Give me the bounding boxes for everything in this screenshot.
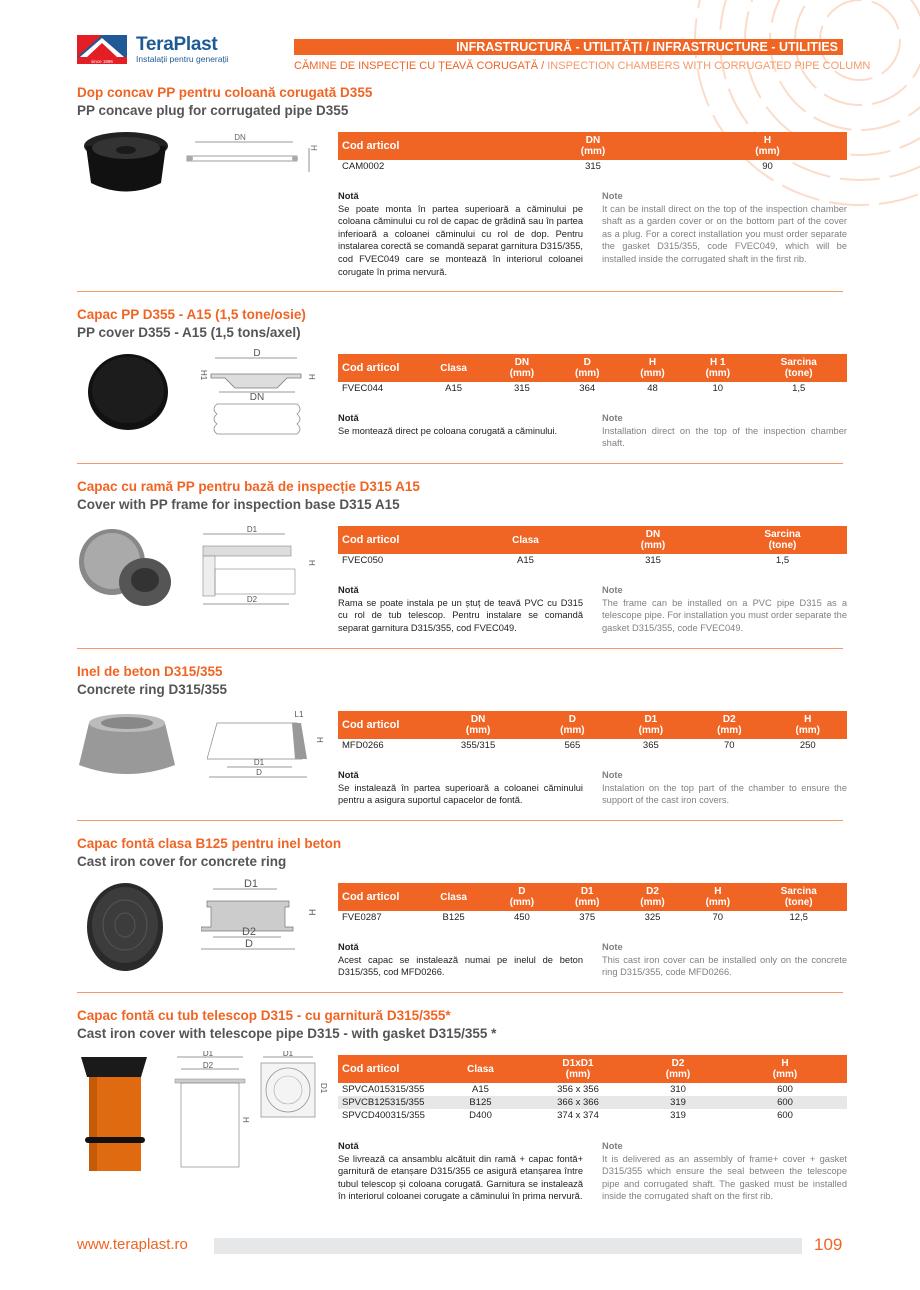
col-header: Sarcina (tone) [750,354,847,382]
table-row: MFD0266 355/315 565 365 70 250 [342,740,816,751]
col-header: H (mm) [769,711,847,739]
section-title-ro: Capac fontă clasa B125 pentru inel beton [77,836,342,851]
notes [338,941,847,979]
section-title-en: Cover with PP frame for inspection base D315 A15 [77,497,400,512]
concave-plug-photo [81,128,171,198]
col-header: H (mm) [620,354,685,382]
note-ro: Notă Acest capac se instalează numai pe inelul de beton D315/355, cod MFD0266. [338,942,583,978]
cover-with-frame-diagram [197,524,327,609]
category-banner: INFRASTRUCTURĂ - UTILITĂȚI / INFRASTRUCTURE - UTILITIES [294,39,843,55]
col-header: Cod articol [338,883,418,911]
col-header: D (mm) [533,711,611,739]
notes [338,412,847,450]
section-title-en: PP concave plug for corrugated pipe D355 [77,103,349,118]
svg-text:D1: D1 [282,1051,294,1058]
note-ro: Notă Se poate monta în partea superioară a căminului pe coloana căminului cu rol de capac de grădină sau în partea inferioară a coloanei căminului cu rol de dop. Pentru instalarea corectă se comandă separat garnitura D315/355, cod FVEC049 care se montează în interiorul coloanei corugate în prima nervură. [338,191,583,277]
section-title-ro: Dop concav PP pentru coloană corugată D355 [77,85,373,100]
col-header: DN (mm) [489,354,554,382]
col-header: DN (mm) [498,132,688,160]
col-header: D1 (mm) [612,711,690,739]
notes [338,769,847,807]
footer-website-link[interactable]: www.teraplast.ro [77,1236,188,1253]
svg-text:H: H [241,1117,250,1123]
notes [338,190,847,278]
brand-name: TeraPlast [136,34,218,55]
concave-plug-diagram [185,132,325,172]
page-number: 109 [814,1235,843,1254]
brand-tagline: Instalații pentru generații [136,54,229,64]
col-header: D2 (mm) [620,883,685,911]
product-spec-table [338,711,847,752]
col-header: Sarcina (tone) [750,883,847,911]
table-row: FVEC050 A15 315 1,5 [342,555,790,566]
product-section-telescope-cover [77,1007,847,1222]
product-section-concave-plug [77,84,847,284]
note-ro: Notă Se montează direct pe coloana corugată a căminului. [338,413,558,436]
svg-text:H: H [309,145,318,151]
product-spec-table [338,354,847,395]
col-header: DN (mm) [423,711,533,739]
col-header: Cod articol [338,354,418,382]
subcategory-ro: CĂMINE DE INSPECȚIE CU ȚEAVĂ CORUGATĂ / [294,60,548,72]
col-header: H (mm) [688,132,847,160]
col-header: D (mm) [555,354,620,382]
note-ro: Notă Rama se poate instala pe un ștuț de teavă PVC cu D315 cu rol de tub telescop. Pentru instalare se comandă separat garnitura D315/355, cod FVEC049. [338,585,583,633]
section-title-en: PP cover D355 - A15 (1,5 tons/axel) [77,325,301,340]
svg-text:H: H [307,909,317,916]
notes [338,1140,847,1203]
section-divider [77,463,843,464]
table-row: FVEC044 A15 315 364 48 10 1,5 [342,383,806,394]
col-header: H 1 (mm) [685,354,750,382]
note-en: Note It can be install direct on the top of the inspection chamber shaft as a garden cover or on the bottom part of the cover as a plug. For a corect installation you must order separate the gasket D315/355, code FVEC049, which will be installed inside the corrugated shaft in the first rib. [602,191,847,264]
note-en: Note It is delivered as an assembly of frame+ cover + gasket D315/355 which ensure the seal between the telescope pipe and corrugated shaft. The gasked must be installed inside the corrugated shaft on the first rib. [602,1141,847,1202]
table-row: SPVCA015315/355 A15 356 x 356 310 600 [342,1084,793,1095]
product-section-cover-with-frame [77,478,847,643]
col-header: Cod articol [338,711,423,739]
svg-text:D1: D1 [253,758,265,767]
section-title-ro: Capac fontă cu tub telescop D315 - cu garnitură D315/355* [77,1008,451,1023]
svg-text:D: D [245,938,253,950]
section-divider [77,648,843,649]
note-en: Note Instalation on the top part of the chamber to ensure the support of the cast iron covers. [602,770,847,806]
section-divider [77,820,843,821]
svg-text:H: H [307,374,316,380]
svg-text:H: H [315,737,324,743]
svg-text:D2: D2 [202,1061,214,1070]
concrete-ring-photo [77,713,177,783]
note-en: Note The frame can be installed on a PVC pipe D315 as a telescope pipe. For installation you must order separate the gasket D315/355, code FVEC049. [602,585,847,633]
section-divider [77,992,843,993]
concrete-ring-diagram [207,709,327,784]
pp-cover-diagram [197,348,327,448]
section-title-en: Concrete ring D315/355 [77,682,228,697]
note-en: Note Installation direct on the top of the inspection chamber shaft. [602,413,847,449]
note-ro: Notă Se livrează ca ansamblu alcătuit din ramă + capac fontă+ garnitură de etanșare D315/355 ce asigură etanșarea între tubul telescop și coloana corugată. Garnitura se instalează în interiorul coloanei corugate a căminului în prima nervură. [338,1141,583,1202]
section-title-ro: Capac PP D355 - A15 (1,5 tone/osie) [77,307,306,322]
product-section-cast-iron-cover [77,835,847,985]
table-row: SPVCB125315/355 B125 366 x 366 319 600 [338,1096,847,1109]
svg-text:since 1896: since 1896 [91,59,113,64]
table-row: FVE0287 B125 450 375 325 70 12,5 [342,912,808,923]
svg-text:H1: H1 [199,370,208,381]
col-header: Sarcina (tone) [718,526,847,554]
svg-text:DN: DN [234,133,246,142]
product-section-pp-cover [77,306,847,456]
col-header: Clasa [418,883,489,911]
svg-text:D1: D1 [319,1083,328,1094]
col-header: D (mm) [489,883,554,911]
table-row: SPVCD400315/355 D400 374 x 374 319 600 [342,1110,793,1121]
col-header: D1xD1 (mm) [523,1055,633,1083]
col-header: D2 (mm) [690,711,768,739]
col-header: Clasa [418,354,489,382]
col-header: Clasa [463,526,588,554]
svg-text:D1: D1 [202,1051,214,1058]
section-title-en: Cast iron cover with telescope pipe D315 - with gasket D315/355 * [77,1026,497,1041]
svg-text:DN: DN [249,392,265,403]
svg-text:D1: D1 [243,879,259,890]
logo-house-icon [77,35,127,64]
col-header: H (mm) [723,1055,847,1083]
svg-text:D2: D2 [241,926,257,938]
note-en: Note This cast iron cover can be installed only on the concrete ring D315/355, code MFD0266. [602,942,847,978]
teraplast-logo [77,35,229,64]
section-divider [77,291,843,292]
col-header: Clasa [438,1055,523,1083]
col-header: D1 (mm) [555,883,620,911]
section-title-ro: Capac cu ramă PP pentru bază de inspecție D315 A15 [77,479,420,494]
col-header: Cod articol [338,526,463,554]
col-header: DN (mm) [588,526,718,554]
svg-text:D: D [253,348,261,359]
cast-iron-cover-photo [85,881,165,981]
svg-text:D2: D2 [246,595,258,604]
svg-text:D1: D1 [246,525,258,534]
product-spec-table [338,1055,847,1122]
cover-with-frame-photo [77,524,177,614]
product-spec-table [338,132,847,173]
col-header: Cod articol [338,132,498,160]
notes [338,584,847,634]
subcategory-title [294,60,871,72]
telescope-cover-diagram [173,1051,333,1171]
note-ro: Notă Se instalează în partea superioară a coloanei căminului pentru a asigura suportul capacelor de fontă. [338,770,583,806]
product-spec-table [338,883,847,924]
svg-text:L1: L1 [294,710,304,719]
table-row: CAM0002 315 90 [342,161,773,172]
section-title-ro: Inel de beton D315/355 [77,664,223,679]
col-header: D2 (mm) [633,1055,723,1083]
col-header: Cod articol [338,1055,438,1083]
telescope-cover-photo [79,1053,151,1173]
col-header: H (mm) [685,883,750,911]
pp-cover-photo [85,352,171,442]
section-title-en: Cast iron cover for concrete ring [77,854,287,869]
svg-text:H: H [307,560,316,566]
product-spec-table [338,526,847,567]
product-section-concrete-ring [77,663,847,813]
subcategory-en: INSPECTION CHAMBERS WITH CORRUGATED PIPE COLUMN [547,60,871,72]
footer-bar [214,1238,802,1254]
svg-text:D: D [256,768,262,777]
cast-iron-cover-diagram [201,879,331,959]
